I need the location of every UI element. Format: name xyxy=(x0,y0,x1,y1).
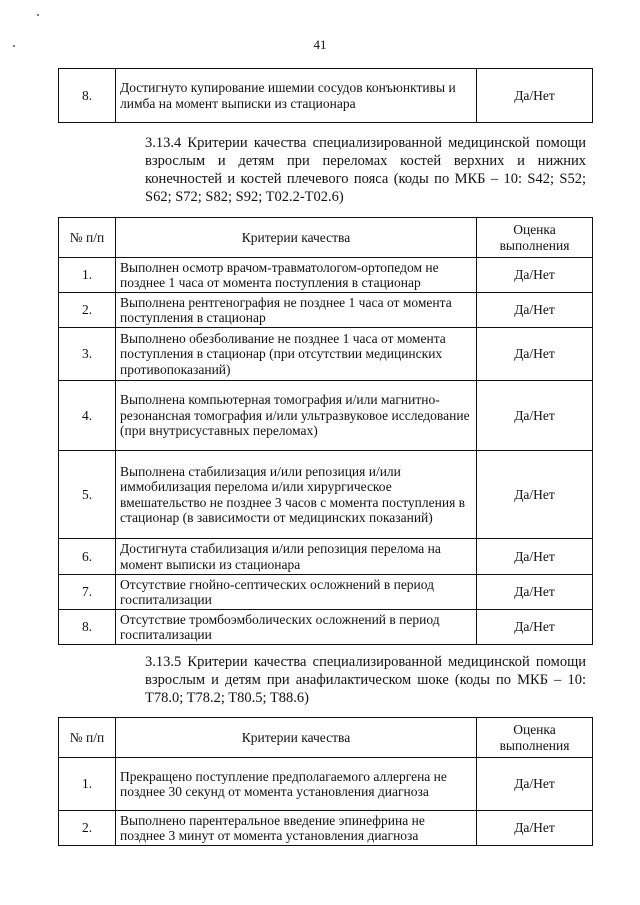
criterion-cell: Прекращено поступление предполагаемого аллергена не позднее 30 секунд от момента установления диагноза xyxy=(116,758,477,811)
row-number: 2. xyxy=(59,293,116,328)
scan-speck xyxy=(37,14,39,16)
section-heading-3-13-4: 3.13.4 Критерии качества специализированной медицинской помощи взрослым и детям при переломах костей верхних и нижних конечностей и костей плечевого пояса (коды по МКБ – 10: S42; S52; S62; S72; S82; S92; T02.2-T02.6) xyxy=(145,135,586,205)
table-header-row xyxy=(59,218,593,258)
row-number: 2. xyxy=(59,811,116,846)
table-row xyxy=(59,575,593,610)
row-number: 3. xyxy=(59,328,116,381)
table-row xyxy=(59,293,593,328)
evaluation-cell: Да/Нет xyxy=(477,758,593,811)
row-number: 1. xyxy=(59,758,116,811)
evaluation-cell: Да/Нет xyxy=(477,69,593,123)
header-evaluation: Оценка выполнения xyxy=(477,718,593,758)
criterion-cell: Выполнен осмотр врачом-травматологом-ортопедом не позднее 1 часа от момента поступления в стационар xyxy=(116,258,477,293)
row-number: 6. xyxy=(59,539,116,575)
evaluation-cell: Да/Нет xyxy=(477,258,593,293)
table-row xyxy=(59,328,593,381)
evaluation-cell: Да/Нет xyxy=(477,328,593,381)
criterion-cell: Достигнуто купирование ишемии сосудов конъюнктивы и лимба на момент выписки из стационара xyxy=(116,69,477,123)
table-row xyxy=(59,539,593,575)
criterion-cell: Выполнена стабилизация и/или репозиция и/или иммобилизация перелома и/или хирургическое вмешательство не позднее 3 часов с момента поступления в стационар (в зависимости от медицинских показаний) xyxy=(116,451,477,539)
criterion-cell: Отсутствие тромбоэмболических осложнений в период госпитализации xyxy=(116,610,477,645)
table-row xyxy=(59,451,593,539)
criterion-cell: Выполнено парентеральное введение эпинефрина не позднее 3 минут от момента установления диагноза xyxy=(116,811,477,846)
criterion-cell: Достигнута стабилизация и/или репозиция перелома на момент выписки из стационара xyxy=(116,539,477,575)
evaluation-cell: Да/Нет xyxy=(477,539,593,575)
table-row xyxy=(59,610,593,645)
header-num: № п/п xyxy=(59,218,116,258)
header-evaluation: Оценка выполнения xyxy=(477,218,593,258)
page-number: 41 xyxy=(313,37,327,52)
table-row xyxy=(59,69,593,123)
header-criterion: Критерии качества xyxy=(116,218,477,258)
section-heading-3-13-5: 3.13.5 Критерии качества специализированной медицинской помощи взрослым и детям при анафилактическом шоке (коды по МКБ – 10: T78.0; T78.2; T80.5; T88.6) xyxy=(145,654,586,706)
continuation-table xyxy=(58,68,593,123)
row-number: 1. xyxy=(59,258,116,293)
fracture-criteria-table xyxy=(58,217,593,645)
table-header-row xyxy=(59,718,593,758)
row-number: 7. xyxy=(59,575,116,610)
table-row xyxy=(59,758,593,811)
table-row xyxy=(59,811,593,846)
evaluation-cell: Да/Нет xyxy=(477,610,593,645)
criterion-cell: Выполнена компьютерная томография и/или магнитно-резонансная томография и/или ультразвуковое исследование (при внутрисуставных переломах) xyxy=(116,381,477,451)
row-number: 4. xyxy=(59,381,116,451)
row-number: 8. xyxy=(59,610,116,645)
row-number: 5. xyxy=(59,451,116,539)
criterion-cell: Выполнена рентгенография не позднее 1 часа от момента поступления в стационар xyxy=(116,293,477,328)
anaphylaxis-criteria-table xyxy=(58,717,593,846)
evaluation-cell: Да/Нет xyxy=(477,575,593,610)
criterion-cell: Выполнено обезболивание не позднее 1 часа от момента поступления в стационар (при отсутствии медицинских противопоказаний) xyxy=(116,328,477,381)
evaluation-cell: Да/Нет xyxy=(477,381,593,451)
evaluation-cell: Да/Нет xyxy=(477,451,593,539)
row-number: 8. xyxy=(59,69,116,123)
header-criterion: Критерии качества xyxy=(116,718,477,758)
evaluation-cell: Да/Нет xyxy=(477,293,593,328)
criterion-cell: Отсутствие гнойно-септических осложнений в период госпитализации xyxy=(116,575,477,610)
table-row xyxy=(59,258,593,293)
header-num: № п/п xyxy=(59,718,116,758)
table-row xyxy=(59,381,593,451)
evaluation-cell: Да/Нет xyxy=(477,811,593,846)
